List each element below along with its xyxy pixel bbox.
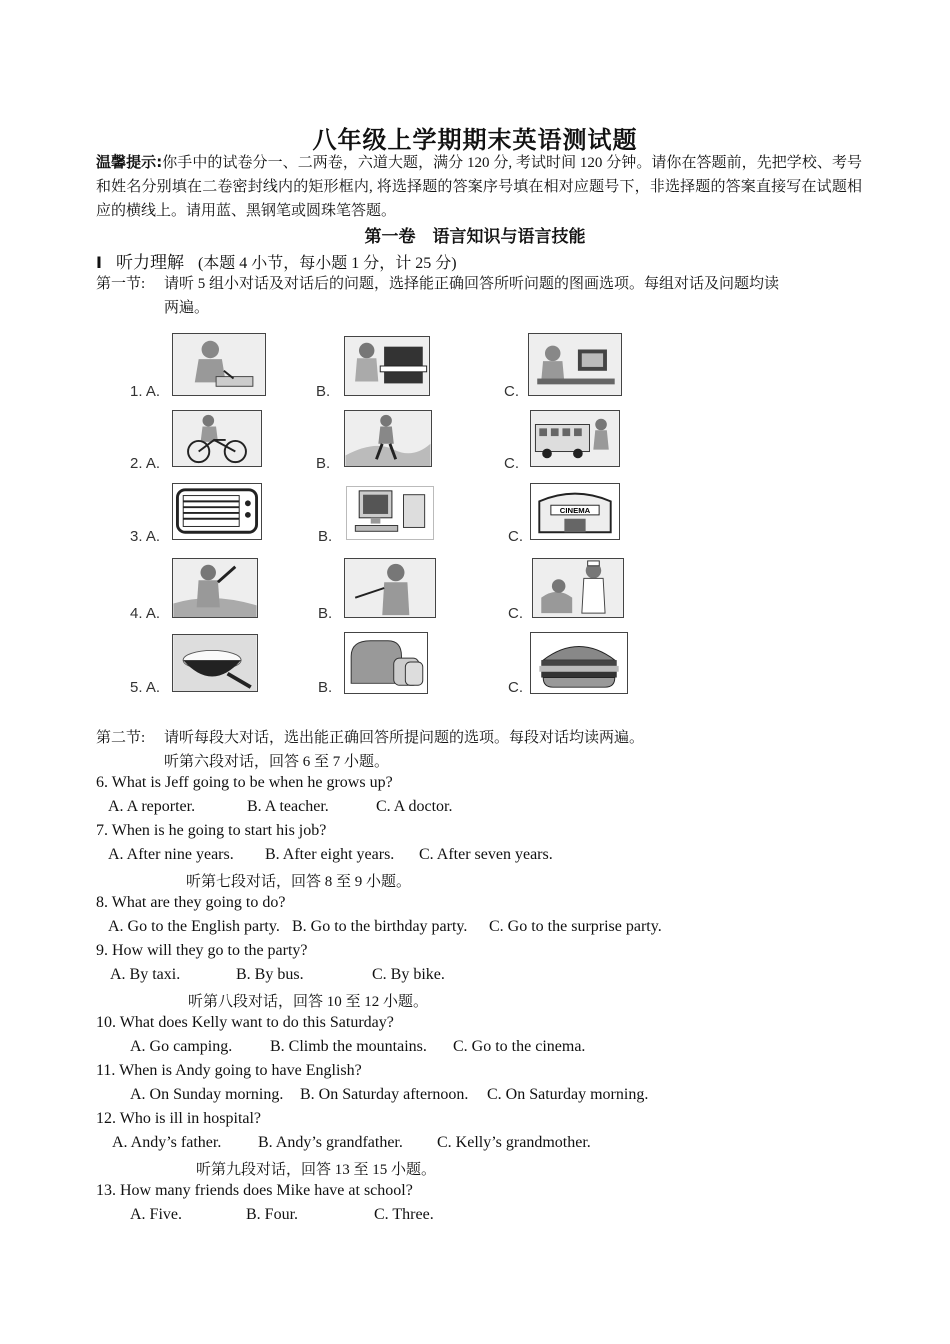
question-9: 9. How will they go to the party? <box>96 942 308 959</box>
row5-label-a: 5. A. <box>130 679 161 696</box>
q8-option-a: A. Go to the English party. <box>108 918 280 935</box>
walking-boy-picture-icon <box>344 410 432 467</box>
instructions-text: 你手中的试卷分一、二两卷，六道大题，满分 120 分, 考试时间 120 分钟。请你在答题前，先把学校、考号和姓名分别填在二卷密封线内的矩形框内, 将选择题的答案序号填在相对应题号下，非选择题的答案直接写在试题相应的横线上。请用蓝、黑钢笔或圆珠笔答题。 <box>96 155 862 219</box>
section2-text: 请听每段大对话，选出能正确回答所提问题的选项。每段对话均读两遍。 <box>164 730 645 746</box>
section1-label: 第一节: <box>96 276 146 292</box>
television-picture-icon <box>172 483 262 540</box>
part-note: (本题 4 小节，每小题 1 分，计 25 分) <box>197 255 457 272</box>
question-7: 7. When is he going to start his job? <box>96 822 327 839</box>
row4-label-b: B. <box>318 605 333 622</box>
dialogue6-intro: 听第六段对话，回答 6 至 7 小题。 <box>164 754 390 770</box>
row3-label-b: B. <box>318 528 333 545</box>
tv-desk-picture-icon <box>528 333 622 396</box>
cinema-picture-icon <box>530 483 620 540</box>
row1-label-a: 1. A. <box>130 383 161 400</box>
part-heading <box>96 248 457 273</box>
question-11: 11. When is Andy going to have English? <box>96 1062 362 1079</box>
q10-option-c: C. Go to the cinema. <box>453 1038 586 1055</box>
row1-label-c: C. <box>504 383 519 400</box>
row1-label-b: B. <box>316 383 331 400</box>
question-13: 13. How many friends does Mike have at school? <box>96 1182 413 1199</box>
q11-option-a: A. On Sunday morning. <box>130 1086 284 1103</box>
dialogue8-intro: 听第八段对话，回答 10 至 12 小题。 <box>188 994 429 1010</box>
q7-option-a: A. After nine years. <box>108 846 234 863</box>
rice-bowl-picture-icon <box>172 634 258 692</box>
page-title: 八年级上学期期末英语测试题 <box>312 126 638 154</box>
q6-option-b: B. A teacher. <box>247 798 329 815</box>
girl-waving-picture-icon <box>172 558 258 618</box>
row5-label-c: C. <box>508 679 523 696</box>
part-title: 听力理解 <box>115 253 184 273</box>
instructions-label: 温馨提示: <box>96 153 163 171</box>
q11-option-c: C. On Saturday morning. <box>487 1086 649 1103</box>
q6-option-c: C. A doctor. <box>376 798 453 815</box>
q12-option-a: A. Andy’s father. <box>112 1134 222 1151</box>
dialogue7-intro: 听第七段对话，回答 8 至 9 小题。 <box>186 874 412 890</box>
row2-label-b: B. <box>316 455 331 472</box>
q7-option-b: B. After eight years. <box>265 846 395 863</box>
cinema-sign-text: CINEMA <box>559 505 591 515</box>
question-10: 10. What does Kelly want to do this Saturday? <box>96 1014 394 1031</box>
q6-option-a: A. A reporter. <box>108 798 196 815</box>
q9-option-b: B. By bus. <box>236 966 304 983</box>
teacher-picture-icon <box>344 558 436 618</box>
q11-option-b: B. On Saturday afternoon. <box>300 1086 469 1103</box>
doctor-picture-icon <box>532 558 624 618</box>
q12-option-b: B. Andy’s grandfather. <box>258 1134 403 1151</box>
section1-line1: 请听 5 组小对话及对话后的问题，选择能正确回答所听问题的图画选项。每组对话及问题均读 <box>164 276 780 292</box>
bus-picture-icon <box>530 410 620 467</box>
q7-option-c: C. After seven years. <box>419 846 553 863</box>
q13-option-a: A. Five. <box>130 1206 182 1223</box>
row3-label-a: 3. A. <box>130 528 161 545</box>
q13-option-c: C. Three. <box>374 1206 434 1223</box>
q9-option-a: A. By taxi. <box>110 966 181 983</box>
q13-option-b: B. Four. <box>246 1206 299 1223</box>
bicycle-picture-icon <box>172 410 262 467</box>
girl-writing-picture-icon <box>172 333 266 396</box>
q12-option-c: C. Kelly’s grandmother. <box>437 1134 591 1151</box>
question-8: 8. What are they going to do? <box>96 894 286 911</box>
computer-picture-icon <box>346 486 434 540</box>
q8-option-b: B. Go to the birthday party. <box>292 918 468 935</box>
piano-player-picture-icon <box>344 336 430 396</box>
row2-label-c: C. <box>504 455 519 472</box>
bread-picture-icon <box>344 632 428 694</box>
dialogue9-intro: 听第九段对话，回答 13 至 15 小题。 <box>196 1162 437 1178</box>
q10-option-a: A. Go camping. <box>130 1038 233 1055</box>
question-6: 6. What is Jeff going to be when he grows up? <box>96 774 393 791</box>
part-number: Ⅰ <box>96 253 102 272</box>
hamburger-picture-icon <box>530 632 628 694</box>
section2-label: 第二节: <box>96 730 146 746</box>
q9-option-c: C. By bike. <box>372 966 445 983</box>
row2-label-a: 2. A. <box>130 455 161 472</box>
q8-option-c: C. Go to the surprise party. <box>489 918 662 935</box>
row4-label-a: 4. A. <box>130 605 161 622</box>
instructions <box>96 150 862 223</box>
question-12: 12. Who is ill in hospital? <box>96 1110 262 1127</box>
section1-line2: 两遍。 <box>164 300 210 316</box>
row3-label-c: C. <box>508 528 523 545</box>
row4-label-c: C. <box>508 605 523 622</box>
row5-label-b: B. <box>318 679 333 696</box>
volume-title: 第一卷 语言知识与语言技能 <box>364 227 586 247</box>
q10-option-b: B. Climb the mountains. <box>270 1038 427 1055</box>
